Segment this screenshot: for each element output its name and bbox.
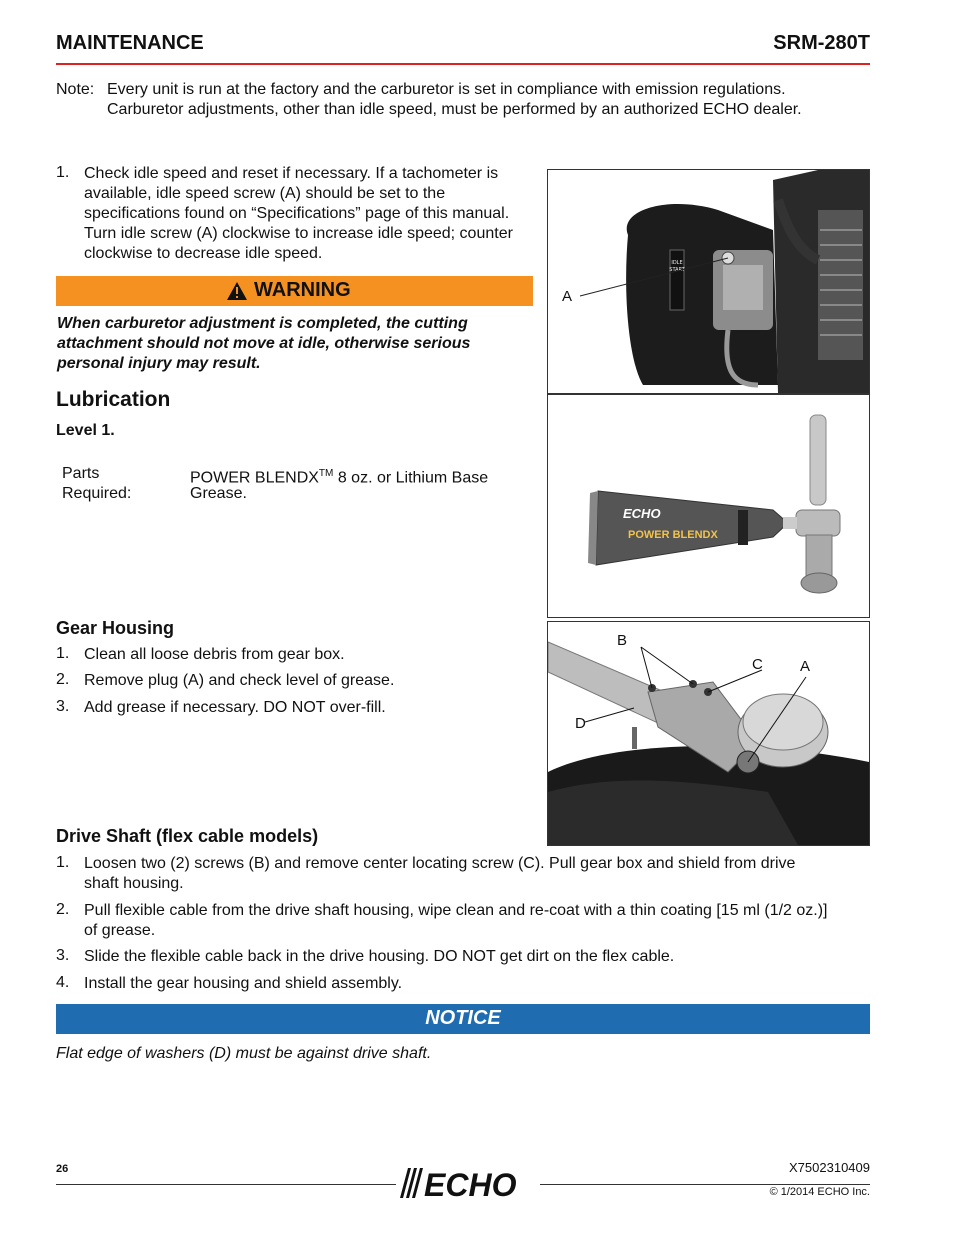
notice-text: Flat edge of washers (D) must be against drive shaft. xyxy=(56,1045,432,1062)
step-number: 4. xyxy=(56,974,70,991)
warning-label: WARNING xyxy=(254,279,351,301)
parts-product-rest: 8 oz. or Lithium Base xyxy=(333,469,489,487)
step-number: 2. xyxy=(56,901,70,918)
parts-product: POWER BLENDX xyxy=(190,469,319,487)
drive-step: Loosen two (2) screws (B) and remove center locating screw (C). Pull gear box and shield from drive xyxy=(84,855,796,872)
document-number: X7502310409 xyxy=(789,1160,870,1175)
page-number: 26 xyxy=(56,1163,69,1175)
parts-value: Grease. xyxy=(190,485,247,502)
carburetor-illustration xyxy=(548,170,869,393)
gear-step: Add grease if necessary. DO NOT over-fill. xyxy=(84,699,386,716)
drive-step: of grease. xyxy=(84,922,156,939)
logo-text: ECHO xyxy=(424,1167,517,1200)
notice-label: NOTICE xyxy=(425,1007,501,1029)
drive-step: shaft housing. xyxy=(84,875,184,892)
level-heading: Level 1. xyxy=(56,422,115,439)
warning-triangle-icon xyxy=(226,281,248,301)
header-rule xyxy=(56,63,870,65)
step-number: 1. xyxy=(56,645,70,662)
callout-d: D xyxy=(575,715,586,732)
step-line: clockwise to decrease idle speed. xyxy=(84,245,323,262)
step-line: available, idle speed screw (A) should be set to the xyxy=(84,185,446,202)
gear-housing-heading: Gear Housing xyxy=(56,618,175,638)
grease-illustration xyxy=(548,395,869,617)
parts-label: Required: xyxy=(62,485,132,502)
gear-step: Clean all loose debris from gear box. xyxy=(84,646,345,663)
carb-tag: IDLE xyxy=(671,260,683,266)
echo-logo-mark xyxy=(398,1166,536,1200)
gear-housing-illustration xyxy=(548,622,869,845)
carb-tag: START xyxy=(669,267,685,273)
echo-logo xyxy=(398,1166,536,1200)
drive-step: Install the gear housing and shield assembly. xyxy=(84,975,403,992)
footer-rule-left xyxy=(56,1184,396,1185)
callout-a: A xyxy=(562,288,573,305)
model-number: SRM-280T xyxy=(773,32,870,54)
step-line: Turn idle screw (A) clockwise to increase idle speed; counter xyxy=(84,225,513,242)
grease-brand: ECHO xyxy=(623,506,661,521)
warning-banner xyxy=(56,276,533,306)
drive-shaft-heading: Drive Shaft (flex cable models) xyxy=(56,826,319,846)
drive-step: Slide the flexible cable back in the drive housing. DO NOT get dirt on the flex cable. xyxy=(84,948,675,965)
step-number: 1. xyxy=(56,164,70,181)
step-number: 1. xyxy=(56,854,70,871)
callout-c: C xyxy=(752,656,763,673)
callout-b: B xyxy=(617,632,628,649)
grease-product: POWER BLENDX xyxy=(628,529,718,541)
callout-a: A xyxy=(800,658,811,675)
warning-text-line: When carburetor adjustment is completed, the cutting xyxy=(57,315,468,332)
gear-housing-photo xyxy=(547,621,870,846)
notice-banner xyxy=(56,1004,870,1034)
gear-step: Remove plug (A) and check level of grease. xyxy=(84,672,395,689)
warning-text-line: personal injury may result. xyxy=(57,355,261,372)
step-line: Check idle speed and reset if necessary. If a tachometer is xyxy=(84,165,499,182)
step-number: 2. xyxy=(56,671,70,688)
step-line: specifications found on “Specifications” page of this manual. xyxy=(84,205,510,222)
carburetor-photo xyxy=(547,169,870,394)
grease-photo xyxy=(547,394,870,618)
trademark: TM xyxy=(318,468,334,479)
note-line-2: Carburetor adjustments, other than idle speed, must be performed by an authorized ECHO dealer. xyxy=(107,101,802,118)
section-title: MAINTENANCE xyxy=(56,32,204,54)
step-number: 3. xyxy=(56,947,70,964)
warning-text-line: attachment should not move at idle, otherwise serious xyxy=(57,335,471,352)
footer-rule-right xyxy=(540,1184,870,1185)
copyright: © 1/2014 ECHO Inc. xyxy=(769,1186,870,1198)
drive-step: Pull flexible cable from the drive shaft housing, wipe clean and re-coat with a thin coating [15 ml (1/2 oz.)] xyxy=(84,902,828,919)
parts-label: Parts xyxy=(62,465,100,482)
note-label: Note: xyxy=(56,81,95,98)
note-line-1: Every unit is run at the factory and the carburetor is set in compliance with emission regulations. xyxy=(107,81,786,98)
step-number: 3. xyxy=(56,698,70,715)
lubrication-heading: Lubrication xyxy=(56,388,171,411)
